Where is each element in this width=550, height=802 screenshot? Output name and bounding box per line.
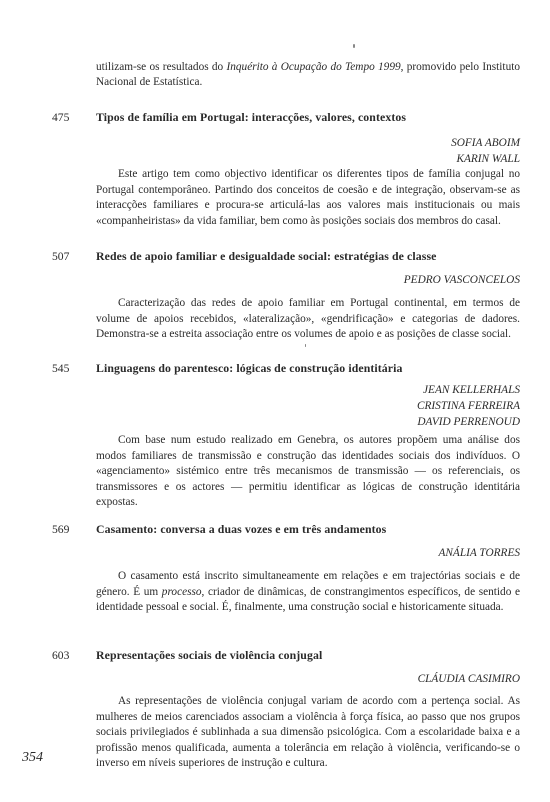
entry-abstract: Com base num estudo realizado em Genebra, os autores propõem uma análise dos modos familiares de transmissão e construção das identidades sociais dos indivíduos. O «agenciamento» sistémico entre três mecanismos de transmissão — os referenciais, os transmissores e os actores — permitiu identificar as lógicas de construção identitária expostas. [96, 434, 520, 509]
abstract-emphasis: processo [161, 585, 202, 598]
author-name: SOFIA ABOIM [451, 137, 520, 149]
scan-speck [353, 44, 355, 48]
author-name: DAVID PERRENOUD [417, 416, 520, 428]
intro-text-after: , promovido pelo Instituto Nacional de Estatística. [96, 61, 521, 88]
entry-page-number: 545 [52, 362, 70, 375]
author-name: CLÁUDIA CASIMIRO [417, 673, 520, 685]
entry-authors [418, 671, 520, 687]
intro-paragraph [96, 60, 520, 90]
entry-title[interactable]: Linguagens do parentesco: lógicas de construção identitária [96, 361, 403, 375]
author-name: CRISTINA FERREIRA [416, 400, 520, 412]
intro-survey-title: Inquérito à Ocupação do Tempo 1999 [226, 61, 401, 73]
entry-authors [417, 382, 520, 430]
entry-authors [451, 135, 520, 167]
entry-title[interactable]: Redes de apoio familiar e desigualdade social: estratégias de classe [96, 249, 437, 263]
page-number: 354 [22, 750, 43, 765]
entry-page-number: 507 [52, 250, 70, 263]
entry-title[interactable]: Casamento: conversa a duas vozes e em três andamentos [96, 522, 387, 536]
author-name: JEAN KELLERHALS [423, 384, 520, 396]
entry-abstract: Este artigo tem como objectivo identificar os diferentes tipos de família conjugal no Portugal contemporâneo. Partindo dos conceitos de coesão e de integração, observam-se as interacções familiares e procura-se articulá-las aos valores mais institucionais ou mais «companheiristas» da vida familiar, bem como às posições sociais dos membros do casal. [96, 168, 520, 227]
scan-speck [305, 344, 306, 347]
entry-title[interactable]: Representações sociais de violência conjugal [96, 648, 323, 662]
entry-authors [404, 272, 520, 288]
entry-abstract: As representações de violência conjugal variam de acordo com a pertença social. As mulheres de meios carenciados associam a violência à força física, ao passo que nos grupos sociais privilegiados é sublinhada a sua dimensão psicológica. Com a escolaridade baixa e a profissão menos qualificada, aumenta a tolerância em relação à violência, verificando-se o inverso em níveis superiores de instrução e cultura. [96, 695, 520, 770]
author-name: KARIN WALL [456, 153, 520, 165]
author-name: PEDRO VASCONCELOS [403, 274, 520, 286]
intro-text-before: utilizam-se os resultados do [96, 61, 227, 73]
abstract-text-after: , criador de dinâmicas, de constrangimentos específicos, de sentido e identidade pessoal e social. É, finalmente, uma construção social e historicamente situada. [96, 585, 520, 614]
entry-page-number: 603 [52, 649, 70, 662]
entry-authors [439, 545, 521, 561]
abstract-text-before: O casamento está inscrito simultaneamente em relações e em trajectórias sociais e de género. É um [96, 570, 520, 598]
entry-page-number: 475 [52, 111, 70, 124]
entry-title[interactable]: Tipos de família em Portugal: interacções, valores, contextos [96, 110, 407, 124]
entry-abstract [96, 569, 520, 616]
entry-page-number: 569 [52, 523, 70, 536]
entry-abstract: Caracterização das redes de apoio familiar em Portugal continental, em termos de volume de apoios recebidos, «lateralização», «gendrificação» e categorias de dadores. Demonstra-se a estreita associação entre os volumes de apoio e as posições de classe social. [96, 297, 520, 341]
author-name: ANÁLIA TORRES [438, 547, 520, 559]
